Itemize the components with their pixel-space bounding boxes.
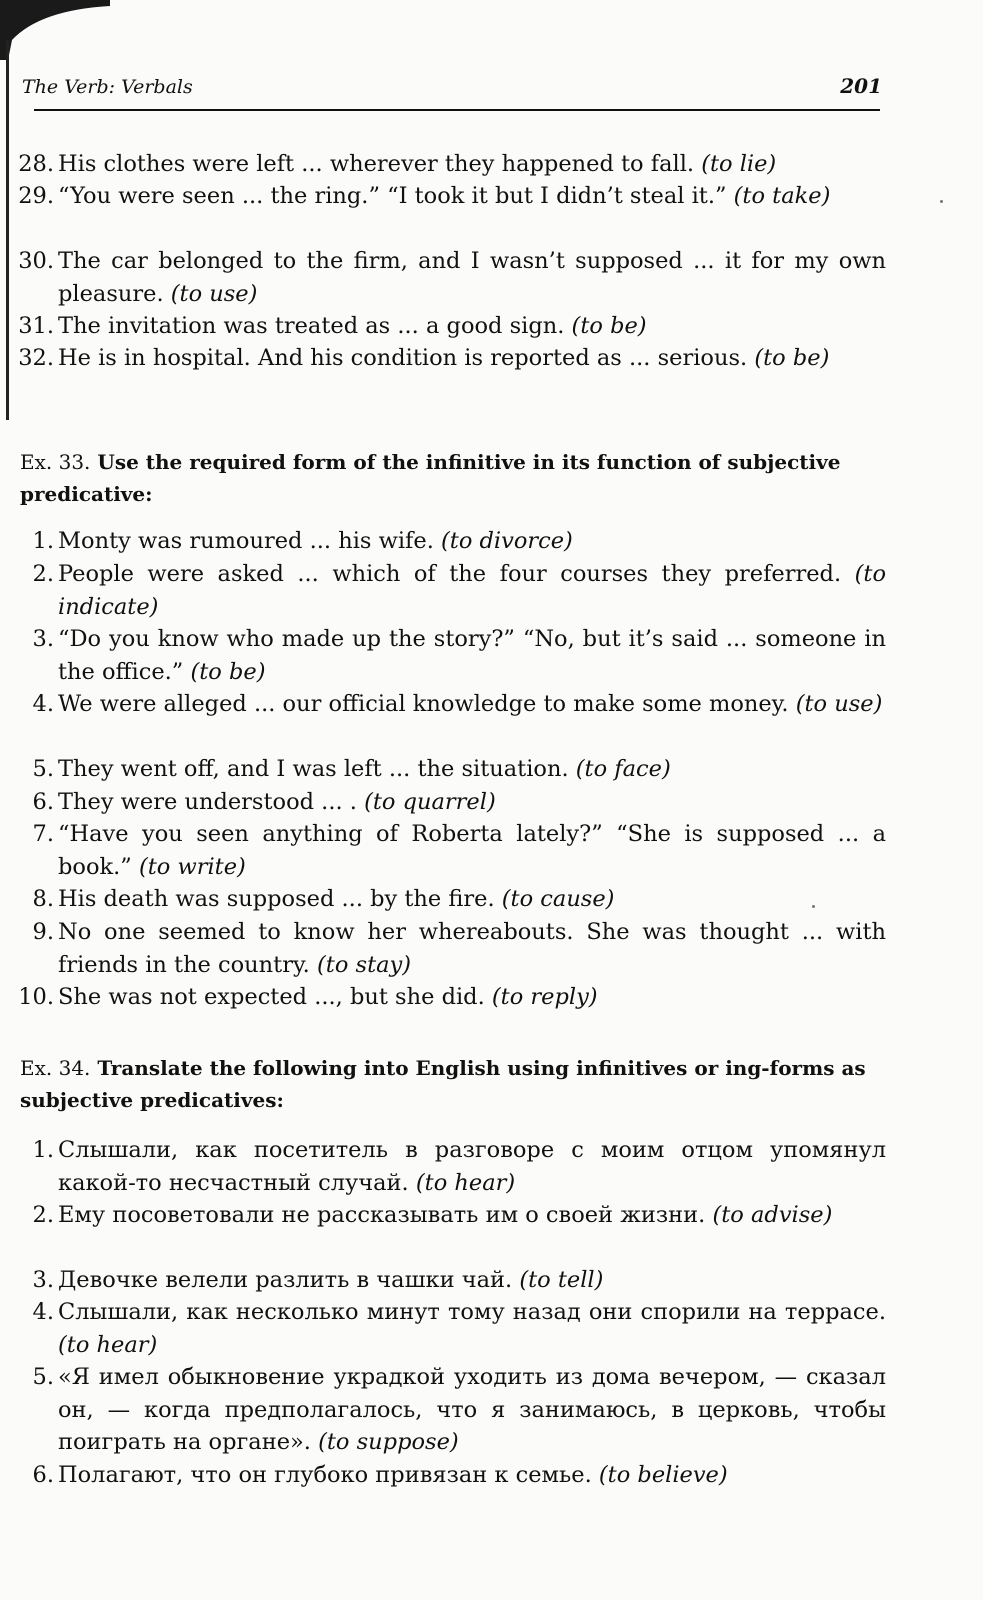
item-sentence: Ему посоветовали не рассказывать им о своей жизни. (58, 1202, 706, 1228)
item-sentence: Слышали, как посетитель в разговоре с моим отцом упомянул какой-то несчастный случай. (58, 1137, 886, 1196)
item-number: 5. (32, 1364, 54, 1390)
item-text (58, 1199, 886, 1232)
item-text (58, 916, 886, 981)
item-text (58, 1459, 886, 1492)
item-sentence: His clothes were left ... wherever they happened to fall. (58, 151, 695, 177)
item-text (58, 180, 886, 213)
item-hint: (to believe) (598, 1462, 728, 1488)
item-sentence: She was not expected ..., but she did. (58, 984, 485, 1010)
item-text (58, 1296, 886, 1361)
item-text (58, 558, 886, 623)
item-number: 28. (18, 151, 54, 177)
item-number: 9. (32, 919, 54, 945)
scan-speck (940, 200, 943, 203)
item-hint: (to lie) (701, 151, 777, 177)
item-number: 1. (32, 528, 54, 554)
item-text (58, 148, 886, 181)
header-title: The Verb: Verbals (22, 76, 193, 98)
item-number: 32. (18, 345, 54, 371)
item-number: 3. (32, 1267, 54, 1293)
item-sentence: They went off, and I was left ... the situation. (58, 756, 569, 782)
item-hint: (to reply) (491, 984, 598, 1010)
item-sentence: Слышали, как несколько минут тому назад они спорили на террасе. (58, 1299, 886, 1325)
item-text (58, 525, 886, 558)
item-number: 10. (18, 984, 54, 1010)
exercise-instruction: Translate the following into English using infinitives or ing-forms as subjective predicatives: (20, 1056, 866, 1112)
item-sentence: Полагают, что он глубоко привязан к семье. (58, 1462, 592, 1488)
item-text (58, 1264, 886, 1297)
item-text (58, 818, 886, 883)
item-hint: (to quarrel) (364, 789, 496, 815)
item-text (58, 753, 886, 786)
item-sentence: The car belonged to the firm, and I wasn’t supposed ... it for my own pleasure. (58, 248, 886, 307)
item-text (58, 623, 886, 688)
item-hint: (to indicate) (58, 561, 886, 620)
exercise-33-heading (20, 446, 880, 510)
item-number: 29. (18, 183, 54, 209)
item-number: 6. (32, 1462, 54, 1488)
item-hint: (to suppose) (318, 1429, 459, 1455)
item-hint: (to write) (138, 853, 246, 880)
item-number: 2. (32, 1202, 54, 1228)
item-text (58, 342, 886, 375)
item-number: 5. (32, 756, 54, 782)
item-number: 3. (32, 626, 54, 652)
item-hint: (to be) (571, 313, 647, 339)
item-number: 31. (18, 313, 54, 339)
item-text (58, 1361, 886, 1459)
item-sentence: “Have you seen anything of Roberta lately?” “She is supposed ... a book.” (58, 821, 886, 880)
item-sentence: No one seemed to know her whereabouts. She was thought ... with friends in the country. (58, 919, 886, 978)
item-text (58, 981, 886, 1014)
item-hint: (to use) (795, 691, 883, 717)
item-hint: (to face) (575, 756, 671, 782)
item-hint: (to cause) (501, 886, 615, 912)
item-text (58, 1134, 886, 1199)
item-number: 30. (18, 248, 54, 274)
item-number: 7. (32, 821, 54, 847)
item-sentence: “You were seen ... the ring.” “I took it but I didn’t steal it.” (58, 183, 727, 209)
item-hint: (to take) (733, 183, 831, 209)
page-number: 201 (840, 74, 882, 98)
item-number: 1. (32, 1137, 54, 1163)
item-text (58, 245, 886, 310)
item-number: 4. (32, 691, 54, 717)
item-hint: (to be) (754, 345, 830, 371)
exercise-label: Ex. 34. (20, 1056, 91, 1080)
item-number: 4. (32, 1299, 54, 1325)
item-hint: (to divorce) (441, 528, 573, 554)
item-sentence: Девочке велели разлить в чашки чай. (58, 1267, 513, 1293)
item-number: 8. (32, 886, 54, 912)
item-sentence: We were alleged ... our official knowledge to make some money. (58, 691, 789, 717)
item-hint: (to stay) (317, 951, 412, 978)
item-sentence: They were understood ... . (58, 789, 357, 815)
item-sentence: The invitation was treated as ... a good sign. (58, 313, 565, 339)
item-hint: (to tell) (519, 1267, 604, 1293)
item-hint: (to hear) (415, 1169, 516, 1196)
item-hint: (to advise) (712, 1202, 833, 1228)
item-number: 6. (32, 789, 54, 815)
exercise-34-heading (20, 1052, 880, 1116)
item-sentence: His death was supposed ... by the fire. (58, 886, 495, 912)
item-text (58, 786, 886, 819)
item-hint: (to hear) (58, 1331, 158, 1358)
item-text (58, 883, 886, 916)
exercise-instruction: Use the required form of the infinitive in its function of subjective predicative: (20, 450, 841, 506)
item-hint: (to use) (170, 280, 258, 307)
item-sentence: Monty was rumoured ... his wife. (58, 528, 434, 554)
item-sentence: «Я имел обыкновение украдкой уходить из дома вечером, — сказал он, — когда предполагалось, что я занимаюсь, в церковь, чтобы поиграть на органе». (58, 1364, 886, 1455)
item-sentence: He is in hospital. And his condition is reported as ... serious. (58, 345, 748, 371)
item-text (58, 688, 886, 721)
item-sentence: “Do you know who made up the story?” “No, but it’s said ... someone in the office.” (58, 626, 886, 685)
item-hint: (to be) (190, 658, 266, 685)
exercise-label: Ex. 33. (20, 450, 91, 474)
item-sentence: People were asked ... which of the four courses they preferred. (58, 561, 842, 587)
item-number: 2. (32, 561, 54, 587)
scan-speck (812, 905, 815, 908)
item-text (58, 310, 886, 343)
